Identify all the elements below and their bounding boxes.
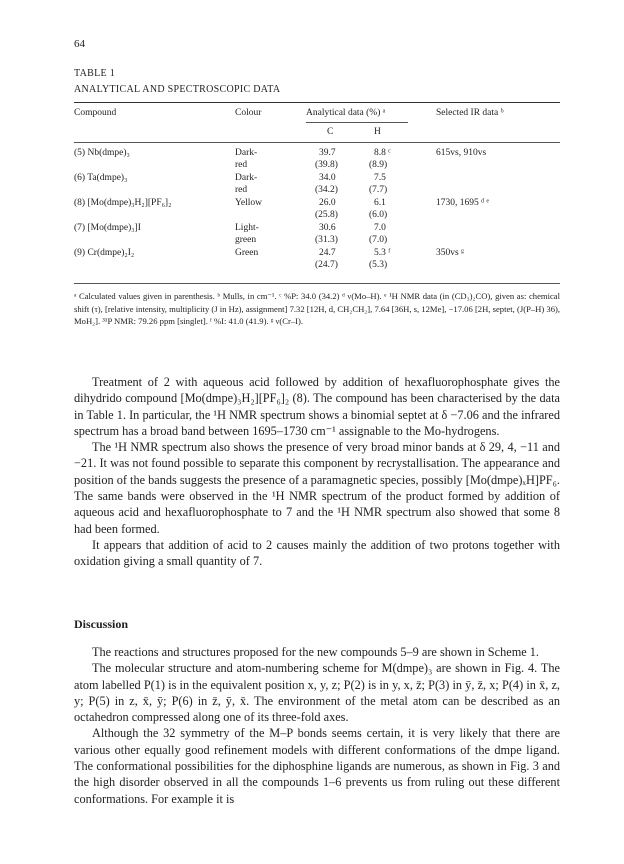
header-h: H <box>374 127 381 137</box>
paragraph: Treatment of 2 with aqueous acid followed by addition of hexafluorophosphate gives the dihydrido compound [Mo(dmpe)₃H₂][PF₆]₂ (8). The compound has been characterised by the data in Table 1. In particular, the ¹H NMR spectrum shows a binomial septet at δ −7.06 and the infrared spectrum has a broad band between 1695–1730 cm⁻¹ assignable to the Mo-hydrogens. <box>74 375 560 438</box>
section-heading: Discussion <box>74 617 129 631</box>
cell-h: 6.1 <box>374 198 386 208</box>
cell-colour: Green <box>235 248 259 258</box>
table-header-rule <box>74 142 560 143</box>
cell-colour: Yellow <box>235 198 263 208</box>
paragraph: The reactions and structures proposed for the new compounds 5–9 are shown in Scheme 1. <box>92 645 540 659</box>
cell-colour: red <box>235 185 248 195</box>
header-c: C <box>327 127 334 137</box>
cell-compound: (8) [Mo(dmpe)₃H₂][PF₆]₂ <box>74 198 172 208</box>
cell-ir: 615vs, 910vs <box>436 148 487 158</box>
paragraph: Although the 32 symmetry of the M–P bonds seems certain, it is very likely that there are various other equally good refinement models with different conformations of the dmpe ligand. The conformational possibilities for the diphosphine ligands are numerous, as shown in Fig. 3 and the high disorder observed in all the compounds 1–6 prevents us from ruling out these different conformations. For example it is <box>74 726 560 806</box>
cell-compound: (9) Cr(dmpe)₂I₂ <box>74 248 135 258</box>
header-analytical: Analytical data (%) ᵃ <box>306 108 386 118</box>
header-ir: Selected IR data ᵇ <box>436 108 504 118</box>
cell-c: (24.7) <box>315 260 338 270</box>
table-title: ANALYTICAL AND SPECTROSCOPIC DATA <box>74 84 281 95</box>
paragraph: The molecular structure and atom-numbering scheme for M(dmpe)₃ are shown in Fig. 4. The atom labelled P(1) is in the equivalent position x, y, z; P(2) is in y, x, z̄; P(3) in ȳ, z̄, x; P(4) in x̄, z, y; P(5) in z, x̄, ȳ; P(6) in z̄, ȳ, x̄. The environment of the metal atom can be described as an octahedron compressed along one of its three-fold axes. <box>74 661 560 725</box>
cell-c: 34.0 <box>319 173 336 183</box>
cell-h: 7.0 <box>374 223 386 233</box>
page-number: 64 <box>74 38 85 50</box>
cell-compound: (5) Nb(dmpe)₃ <box>74 148 130 158</box>
cell-ir: 350vs ᵍ <box>436 248 464 258</box>
cell-h: (7.7) <box>369 185 388 195</box>
cell-colour: red <box>235 160 248 170</box>
cell-c: 30.6 <box>319 223 336 233</box>
cell-h: (8.9) <box>369 160 388 170</box>
cell-colour: Dark- <box>235 173 258 183</box>
header-compound: Compound <box>74 108 117 118</box>
table-footnotes: ᵃ Calculated values given in parenthesis. ᵇ Mulls, in cm⁻¹. ᶜ %P: 34.0 (34.2) ᵈ ν(Mo–H). ᵉ ¹H NMR data (in (CD₃)₂CO), given as: chemical shift (τ), [relative intensity, multiplicity (J in Hz), assignment] 7.32 [12H, d, CH₂CH₂], 7.64 [36H, s, 12Me], −17.06 [2H, septet, (J(P–H) 36), MoH₂]. ³¹P NMR: 79.26 ppm [singlet]. ᶠ %I: 41.0 (41.9). ᵍ ν(Cr–I). <box>74 291 560 327</box>
body-text-upper <box>74 374 560 570</box>
cell-colour: green <box>235 235 257 245</box>
cell-c: 26.0 <box>319 198 336 208</box>
table-top-rule <box>74 102 560 103</box>
cell-compound: (6) Ta(dmpe)₃ <box>74 173 128 183</box>
cell-c: 39.7 <box>319 148 336 158</box>
paragraph: It appears that addition of acid to 2 causes mainly the addition of two protons together with oxidation giving a small quantity of 7. <box>74 537 560 569</box>
cell-h: (5.3) <box>369 260 388 270</box>
paragraph: The ¹H NMR spectrum also shows the presence of very broad minor bands at δ 29, 4, −11 and −21. It was not found possible to separate this component by recrystallisation. The appearance and position of the bands suggests the presence of a paramagnetic species, possibly [Mo(dmpe)ₓH]PF₆. The same bands were observed in the ¹H NMR spectrum of the product formed by addition of aqueous acid and hexafluorophosphate to 7 and the ¹H NMR spectrum also showed that some 8 had been formed. <box>74 440 560 536</box>
cell-h: 5.3 ᶠ <box>374 248 391 258</box>
header-colour: Colour <box>235 108 262 118</box>
cell-h: 8.8 ᶜ <box>374 148 391 158</box>
cell-h: 7.5 <box>374 173 386 183</box>
cell-h: (7.0) <box>369 235 388 245</box>
cell-c: (39.8) <box>315 160 338 170</box>
cell-colour: Dark- <box>235 148 258 158</box>
cell-c: (34.2) <box>315 185 338 195</box>
cell-c: 24.7 <box>319 248 336 258</box>
body-text-lower <box>74 644 560 807</box>
table-bottom-rule <box>74 283 560 284</box>
table-label: TABLE 1 <box>74 68 116 79</box>
cell-colour: Light- <box>235 223 259 233</box>
cell-c: (31.3) <box>315 235 338 245</box>
cell-h: (6.0) <box>369 210 388 220</box>
analytical-sub-rule <box>306 122 408 123</box>
cell-compound: (7) [Mo(dmpe)₃]I <box>74 223 141 233</box>
cell-ir: 1730, 1695 ᵈ ᵉ <box>436 198 489 208</box>
cell-c: (25.8) <box>315 210 338 220</box>
